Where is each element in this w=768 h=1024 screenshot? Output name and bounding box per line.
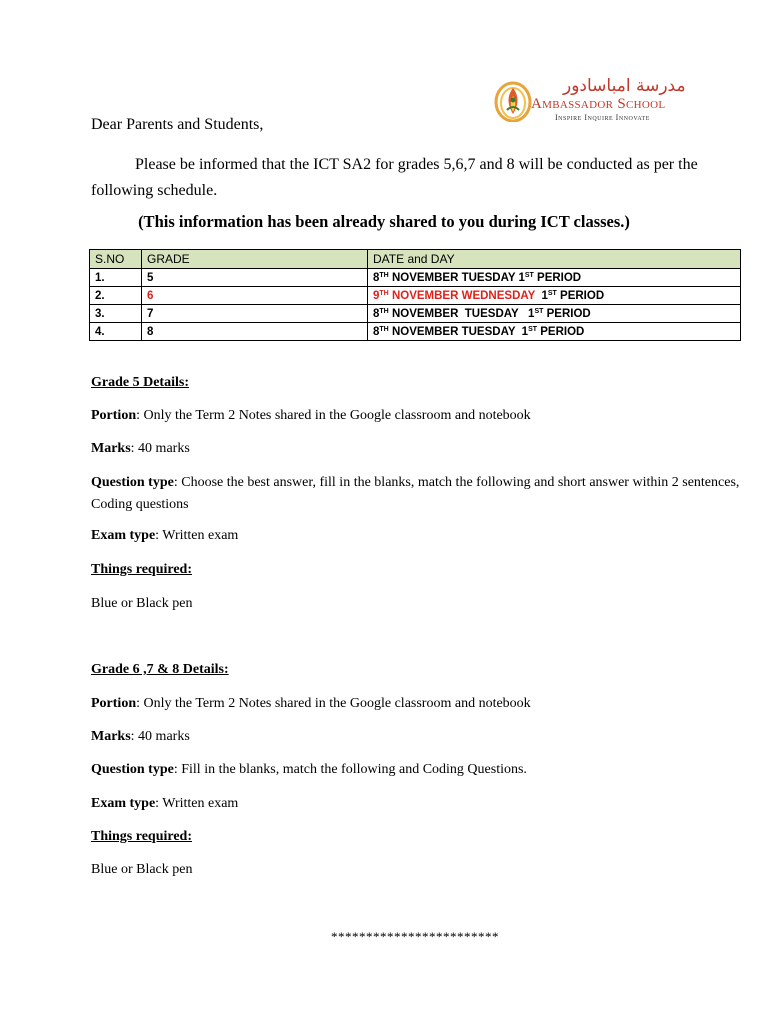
exam-text: : Written exam xyxy=(155,796,239,811)
portion-text: : Only the Term 2 Notes shared in the Google classroom and notebook xyxy=(136,696,531,711)
qtype-label: Question type xyxy=(91,762,174,777)
day-number: 8 xyxy=(373,307,380,320)
period-suffix: ST xyxy=(547,289,557,297)
day-suffix: TH xyxy=(379,307,389,315)
cell-date xyxy=(368,305,741,323)
greeting: Dear Parents and Students, xyxy=(91,116,264,133)
table-row xyxy=(90,323,741,341)
period-prefix: 1 xyxy=(535,289,548,302)
logo-school-name: Ambassador School xyxy=(531,96,666,112)
table-row xyxy=(90,305,741,323)
qtype-text: : Fill in the blanks, match the following and Coding Questions. xyxy=(173,762,527,777)
marks-label: Marks xyxy=(91,729,131,744)
qtype-text: : Choose the best answer, fill in the blanks, match the following and short answer within 2 sentences, Coding questions xyxy=(91,475,740,512)
table-row xyxy=(90,269,741,287)
cell-grade: 6 xyxy=(142,287,368,305)
date-text: NOVEMBER WEDNESDAY xyxy=(388,289,536,302)
header-grade: GRADE xyxy=(142,250,368,269)
grade678-portion xyxy=(91,696,531,712)
marks-text: : 40 marks xyxy=(130,729,190,744)
exam-text: : Written exam xyxy=(155,528,239,543)
footer-stars: ************************ xyxy=(331,929,499,944)
portion-label: Portion xyxy=(91,408,137,423)
flame-emblem-icon xyxy=(493,80,533,122)
exam-label: Exam type xyxy=(91,796,156,811)
grade5-portion xyxy=(91,408,531,424)
cell-date xyxy=(368,323,741,341)
notice-line: (This information has been already shared to you during ICT classes.) xyxy=(138,212,630,231)
portion-label: Portion xyxy=(91,696,137,711)
date-text: NOVEMBER TUESDAY 1 xyxy=(388,325,529,338)
schedule-table xyxy=(89,249,741,341)
period-text: PERIOD xyxy=(556,289,605,302)
header-date-day: DATE and DAY xyxy=(368,250,741,269)
logo-arabic-name: مدرسة امباسادور xyxy=(563,76,686,96)
grade678-question-type xyxy=(91,762,527,778)
table-header-row xyxy=(90,250,741,269)
period-text: PERIOD xyxy=(533,271,582,284)
exam-label: Exam type xyxy=(91,528,156,543)
date-text: NOVEMBER TUESDAY 1 xyxy=(388,307,535,320)
grade678-things: Blue or Black pen xyxy=(91,862,193,877)
day-number: 8 xyxy=(373,325,380,338)
period-suffix: ST xyxy=(534,307,544,315)
intro-paragraph: Please be informed that the ICT SA2 for grades 5,6,7 and 8 will be conducted as per the following schedule. xyxy=(91,156,698,199)
cell-sno: 4. xyxy=(90,323,142,341)
day-number: 8 xyxy=(373,271,380,284)
grade678-things-title: Things required: xyxy=(91,829,193,844)
marks-text: : 40 marks xyxy=(130,441,190,456)
grade5-question-type xyxy=(91,472,741,516)
period-text: PERIOD xyxy=(543,307,591,320)
grade678-exam-type xyxy=(91,796,238,812)
day-suffix: TH xyxy=(379,289,389,297)
cell-grade: 8 xyxy=(142,323,368,341)
logo-tagline: Inspire Inquire Innovate xyxy=(555,113,650,122)
grade5-things: Blue or Black pen xyxy=(91,596,193,611)
grade5-marks xyxy=(91,441,190,457)
cell-sno: 1. xyxy=(90,269,142,287)
date-text: NOVEMBER TUESDAY 1 xyxy=(388,271,525,284)
header-sno: S.NO xyxy=(90,250,142,269)
grade678-marks xyxy=(91,729,190,745)
day-number: 9 xyxy=(373,289,380,302)
day-suffix: TH xyxy=(379,271,389,279)
grade678-title: Grade 6 ,7 & 8 Details: xyxy=(91,662,229,677)
period-suffix: ST xyxy=(528,325,538,333)
cell-grade: 7 xyxy=(142,305,368,323)
grade5-exam-type xyxy=(91,528,238,544)
cell-sno: 2. xyxy=(90,287,142,305)
grade5-title: Grade 5 Details: xyxy=(91,375,189,390)
table-row xyxy=(90,287,741,305)
cell-grade: 5 xyxy=(142,269,368,287)
period-text: PERIOD xyxy=(537,325,585,338)
cell-date xyxy=(368,287,741,305)
day-suffix: TH xyxy=(379,325,389,333)
marks-label: Marks xyxy=(91,441,131,456)
grade5-things-title: Things required: xyxy=(91,562,193,577)
school-logo xyxy=(493,76,686,126)
period-suffix: ST xyxy=(524,271,534,279)
portion-text: : Only the Term 2 Notes shared in the Google classroom and notebook xyxy=(136,408,531,423)
cell-sno: 3. xyxy=(90,305,142,323)
cell-date xyxy=(368,269,741,287)
qtype-label: Question type xyxy=(91,475,174,490)
